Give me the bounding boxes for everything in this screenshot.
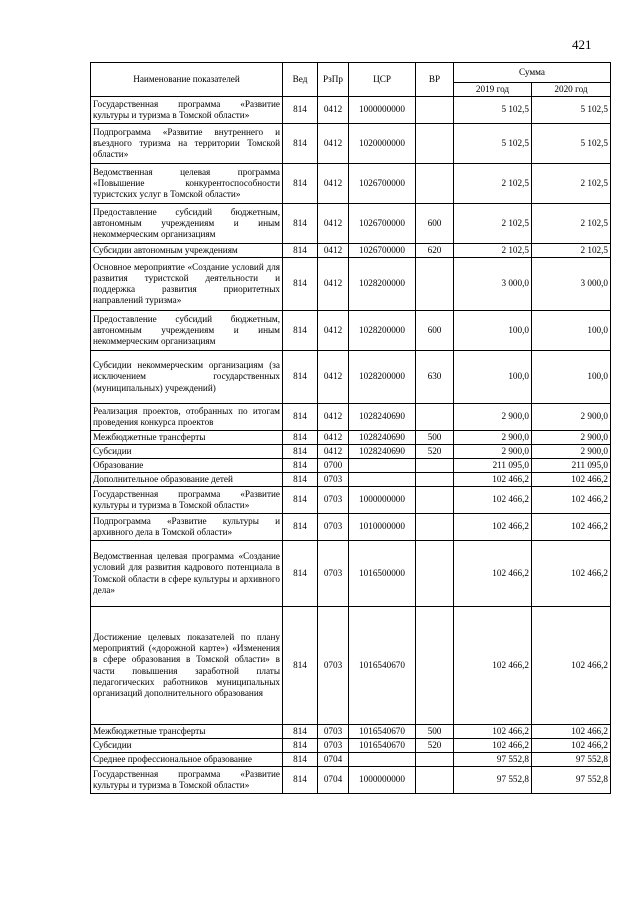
header-name: Наименование показателей	[91, 63, 283, 97]
header-vr: ВР	[416, 63, 454, 97]
row-2020: 5 102,5	[532, 124, 611, 164]
row-name: Межбюджетные трансферты	[91, 431, 283, 445]
row-2019: 102 466,2	[454, 725, 532, 739]
row-name: Субсидии автономным учреждениям	[91, 244, 283, 258]
row-2020: 102 466,2	[532, 739, 611, 753]
row-rzpr: 0703	[318, 607, 349, 725]
row-rzpr: 0412	[318, 258, 349, 311]
row-vr: 620	[416, 244, 454, 258]
row-ved: 814	[283, 725, 318, 739]
table-row	[91, 351, 611, 404]
row-csr: 1010000000	[349, 514, 416, 541]
row-name: Субсидии	[91, 739, 283, 753]
row-name: Подпрограмма «Развитие культуры и архивного дела в Томской области»	[91, 514, 283, 541]
row-csr: 1000000000	[349, 97, 416, 124]
row-2019: 2 900,0	[454, 404, 532, 431]
table-row	[91, 404, 611, 431]
row-name: Реализация проектов, отобранных по итогам проведения конкурса проектов	[91, 404, 283, 431]
row-name: Подпрограмма «Развитие внутреннего и въездного туризма на территории Томской области»	[91, 124, 283, 164]
row-name: Дополнительное образование детей	[91, 473, 283, 487]
row-vr	[416, 97, 454, 124]
row-rzpr: 0412	[318, 431, 349, 445]
row-ved: 814	[283, 767, 318, 794]
row-vr: 500	[416, 431, 454, 445]
table-row	[91, 541, 611, 607]
row-ved: 814	[283, 459, 318, 473]
row-rzpr: 0704	[318, 753, 349, 767]
budget-table	[90, 62, 611, 794]
row-vr	[416, 753, 454, 767]
row-rzpr: 0412	[318, 351, 349, 404]
row-2020: 2 102,5	[532, 204, 611, 244]
row-2020: 100,0	[532, 351, 611, 404]
table-row	[91, 607, 611, 725]
row-csr: 1016500000	[349, 541, 416, 607]
row-ved: 814	[283, 431, 318, 445]
row-rzpr: 0412	[318, 124, 349, 164]
row-csr	[349, 473, 416, 487]
header-rzpr: РзПр	[318, 63, 349, 97]
row-ved: 814	[283, 514, 318, 541]
row-ved: 814	[283, 244, 318, 258]
row-vr	[416, 487, 454, 514]
table-row	[91, 244, 611, 258]
row-ved: 814	[283, 258, 318, 311]
row-rzpr: 0704	[318, 767, 349, 794]
row-name: Субсидии некоммерческим организациям (за исключением государственных (муниципальных) учреждений)	[91, 351, 283, 404]
row-csr	[349, 459, 416, 473]
row-2019: 2 102,5	[454, 164, 532, 204]
row-csr: 1028240690	[349, 431, 416, 445]
row-rzpr: 0412	[318, 244, 349, 258]
row-name: Достижение целевых показателей по плану мероприятий («дорожной карте») «Изменения в сфере образования в Томской области» в части повышения заработной платы педагогических работников муниципальных организаций дополнительного образования	[91, 607, 283, 725]
row-name: Ведомственная целевая программа «Создание условий для развития кадрового потенциала в Томской области в сфере культуры и архивного дела»	[91, 541, 283, 607]
row-2019: 5 102,5	[454, 124, 532, 164]
row-ved: 814	[283, 541, 318, 607]
row-rzpr: 0703	[318, 739, 349, 753]
row-ved: 814	[283, 473, 318, 487]
row-vr	[416, 404, 454, 431]
row-vr	[416, 124, 454, 164]
row-csr: 1028240690	[349, 404, 416, 431]
row-2019: 2 900,0	[454, 445, 532, 459]
row-2019: 2 102,5	[454, 244, 532, 258]
row-vr	[416, 767, 454, 794]
row-name: Основное мероприятие «Создание условий для развития туристской деятельности и поддержка развития приоритетных направлений туризма»	[91, 258, 283, 311]
row-2019: 100,0	[454, 311, 532, 351]
row-csr: 1016540670	[349, 739, 416, 753]
row-2020: 2 900,0	[532, 404, 611, 431]
header-2020: 2020 год	[532, 83, 611, 97]
row-csr	[349, 753, 416, 767]
row-2020: 102 466,2	[532, 473, 611, 487]
table-row	[91, 97, 611, 124]
row-csr: 1026700000	[349, 244, 416, 258]
row-name: Государственная программа «Развитие культуры и туризма в Томской области»	[91, 767, 283, 794]
row-ved: 814	[283, 404, 318, 431]
row-ved: 814	[283, 311, 318, 351]
row-vr: 600	[416, 311, 454, 351]
table-row	[91, 753, 611, 767]
row-2019: 100,0	[454, 351, 532, 404]
row-2019: 102 466,2	[454, 514, 532, 541]
row-rzpr: 0412	[318, 204, 349, 244]
row-vr: 500	[416, 725, 454, 739]
row-ved: 814	[283, 351, 318, 404]
table-row	[91, 204, 611, 244]
row-name: Предоставление субсидий бюджетным, автономным учреждениям и иным некоммерческим организациям	[91, 204, 283, 244]
row-2020: 2 900,0	[532, 431, 611, 445]
row-vr	[416, 607, 454, 725]
row-ved: 814	[283, 164, 318, 204]
row-csr: 1028200000	[349, 311, 416, 351]
row-rzpr: 0703	[318, 541, 349, 607]
row-vr	[416, 164, 454, 204]
row-ved: 814	[283, 204, 318, 244]
row-name: Ведомственная целевая программа «Повышение конкурентоспособности туристских услуг в Томской области»	[91, 164, 283, 204]
row-ved: 814	[283, 607, 318, 725]
row-rzpr: 0412	[318, 97, 349, 124]
row-vr: 520	[416, 445, 454, 459]
row-name: Среднее профессиональное образование	[91, 753, 283, 767]
row-2020: 3 000,0	[532, 258, 611, 311]
row-2020: 102 466,2	[532, 487, 611, 514]
table-row	[91, 164, 611, 204]
row-rzpr: 0412	[318, 311, 349, 351]
row-2020: 2 102,5	[532, 164, 611, 204]
row-csr: 1028240690	[349, 445, 416, 459]
row-name: Государственная программа «Развитие культуры и туризма в Томской области»	[91, 97, 283, 124]
row-csr: 1026700000	[349, 204, 416, 244]
row-vr	[416, 514, 454, 541]
row-ved: 814	[283, 97, 318, 124]
row-rzpr: 0412	[318, 445, 349, 459]
row-csr: 1016540670	[349, 607, 416, 725]
table-row	[91, 311, 611, 351]
row-2019: 97 552,8	[454, 767, 532, 794]
row-2019: 97 552,8	[454, 753, 532, 767]
row-2020: 102 466,2	[532, 514, 611, 541]
row-rzpr: 0703	[318, 487, 349, 514]
header-sum: Сумма	[454, 63, 611, 83]
row-2020: 97 552,8	[532, 753, 611, 767]
table-row	[91, 473, 611, 487]
row-vr: 520	[416, 739, 454, 753]
row-2019: 2 102,5	[454, 204, 532, 244]
row-ved: 814	[283, 124, 318, 164]
row-vr	[416, 258, 454, 311]
row-rzpr: 0700	[318, 459, 349, 473]
header-csr: ЦСР	[349, 63, 416, 97]
row-ved: 814	[283, 753, 318, 767]
row-2019: 2 900,0	[454, 431, 532, 445]
header-2019: 2019 год	[454, 83, 532, 97]
row-csr: 1000000000	[349, 487, 416, 514]
table-row	[91, 739, 611, 753]
row-vr: 630	[416, 351, 454, 404]
row-2019: 211 095,0	[454, 459, 532, 473]
table-row	[91, 767, 611, 794]
row-rzpr: 0703	[318, 473, 349, 487]
row-2019: 5 102,5	[454, 97, 532, 124]
table-row	[91, 725, 611, 739]
row-2020: 2 900,0	[532, 445, 611, 459]
row-vr	[416, 473, 454, 487]
row-name: Межбюджетные трансферты	[91, 725, 283, 739]
row-name: Образование	[91, 459, 283, 473]
row-name: Предоставление субсидий бюджетным, автономным учреждениям и иным некоммерческим организациям	[91, 311, 283, 351]
table-row	[91, 445, 611, 459]
table-body	[91, 97, 611, 794]
table-row	[91, 459, 611, 473]
page-number: 421	[572, 37, 592, 52]
row-2019: 102 466,2	[454, 541, 532, 607]
row-ved: 814	[283, 487, 318, 514]
row-rzpr: 0703	[318, 725, 349, 739]
table-row	[91, 487, 611, 514]
row-csr: 1028200000	[349, 258, 416, 311]
row-csr: 1016540670	[349, 725, 416, 739]
row-2020: 100,0	[532, 311, 611, 351]
row-rzpr: 0412	[318, 404, 349, 431]
table-row	[91, 431, 611, 445]
row-2020: 102 466,2	[532, 607, 611, 725]
row-2020: 102 466,2	[532, 725, 611, 739]
row-2020: 5 102,5	[532, 97, 611, 124]
table-header	[91, 63, 611, 97]
row-csr: 1028200000	[349, 351, 416, 404]
row-2019: 102 466,2	[454, 739, 532, 753]
row-csr: 1020000000	[349, 124, 416, 164]
row-vr	[416, 541, 454, 607]
row-2019: 3 000,0	[454, 258, 532, 311]
row-2020: 97 552,8	[532, 767, 611, 794]
row-name: Государственная программа «Развитие культуры и туризма в Томской области»	[91, 487, 283, 514]
table-row	[91, 258, 611, 311]
row-vr	[416, 459, 454, 473]
row-vr: 600	[416, 204, 454, 244]
row-name: Субсидии	[91, 445, 283, 459]
row-ved: 814	[283, 739, 318, 753]
row-2019: 102 466,2	[454, 473, 532, 487]
table-row	[91, 124, 611, 164]
row-csr: 1000000000	[349, 767, 416, 794]
row-rzpr: 0412	[318, 164, 349, 204]
table-row	[91, 514, 611, 541]
row-ved: 814	[283, 445, 318, 459]
row-2019: 102 466,2	[454, 607, 532, 725]
row-2019: 102 466,2	[454, 487, 532, 514]
row-2020: 102 466,2	[532, 541, 611, 607]
header-ved: Вед	[283, 63, 318, 97]
row-csr: 1026700000	[349, 164, 416, 204]
row-rzpr: 0703	[318, 514, 349, 541]
row-2020: 211 095,0	[532, 459, 611, 473]
row-2020: 2 102,5	[532, 244, 611, 258]
